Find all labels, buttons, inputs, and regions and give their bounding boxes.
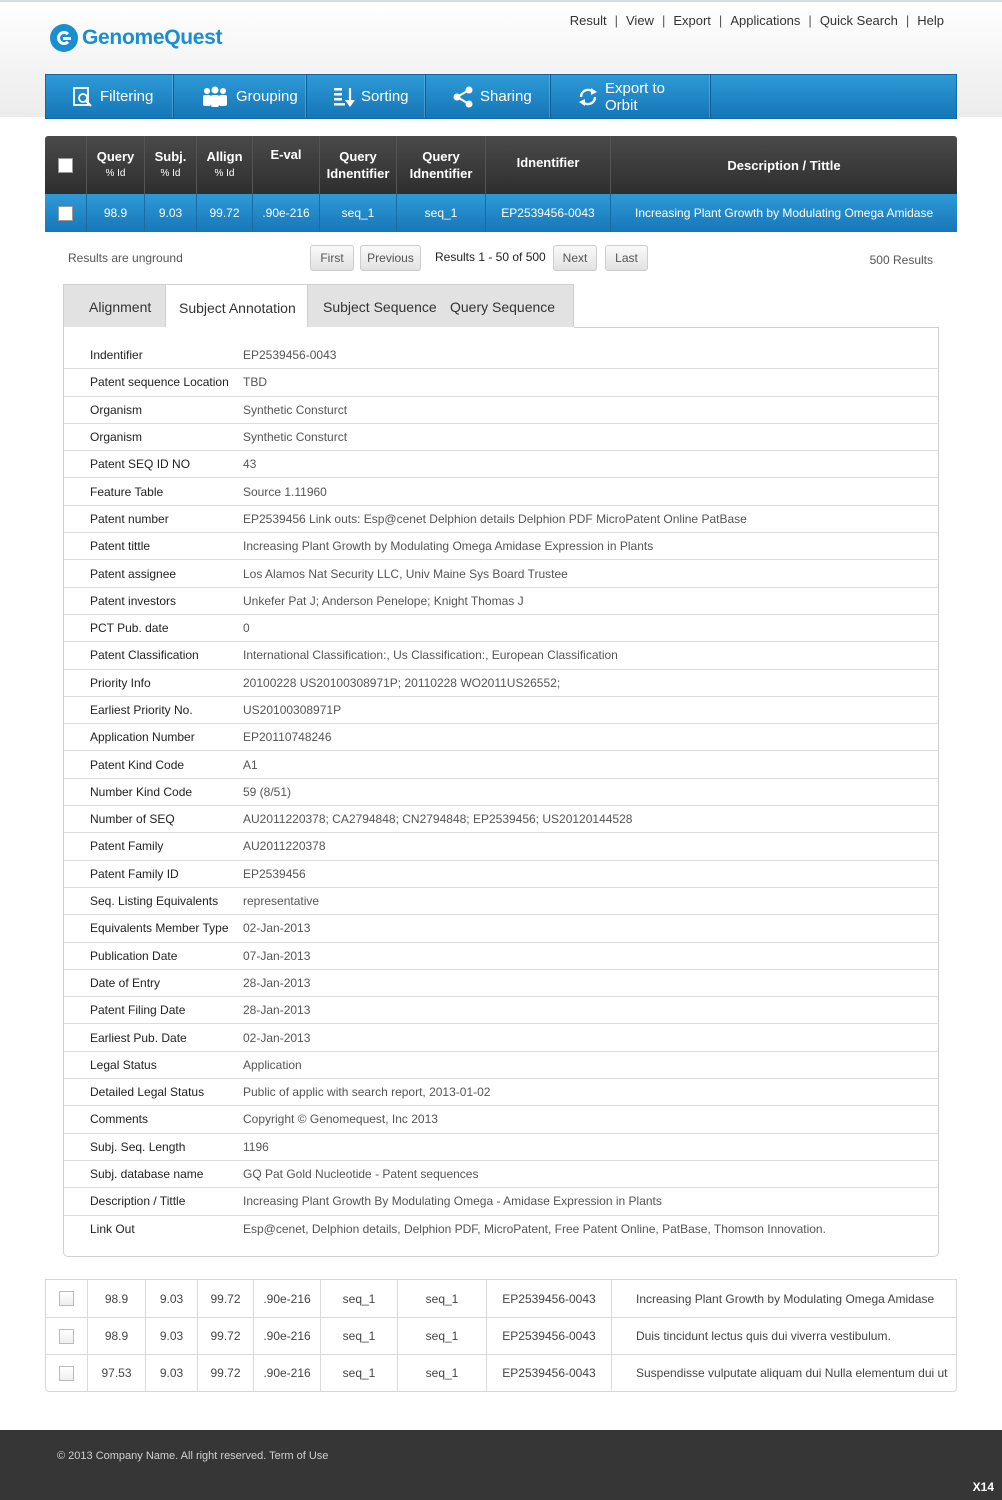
annotation-row <box>64 506 939 533</box>
annotation-key: Description / Tittle <box>90 1194 186 1209</box>
group-icon <box>200 86 230 108</box>
table-header <box>45 136 957 194</box>
annotation-key: Patent Family <box>90 839 164 854</box>
first-button[interactable]: First <box>310 245 354 271</box>
annotation-row <box>64 970 939 997</box>
annotation-value: representative <box>243 894 320 909</box>
next-button[interactable]: Next <box>553 245 597 271</box>
sort-icon <box>333 86 355 108</box>
footer-copyright: © 2013 Company Name. All right reserved. Term of Use <box>57 1450 329 1462</box>
annotation-row <box>64 888 939 915</box>
row-checkbox[interactable] <box>59 1329 74 1344</box>
cell-description: Duis tincidunt lectus quis dui viverra vestibulum. <box>636 1329 891 1343</box>
grouping-button[interactable] <box>174 75 307 118</box>
annotation-key: Detailed Legal Status <box>90 1085 205 1100</box>
annotation-value: 28-Jan-2013 <box>243 975 311 990</box>
results-total: 500 Results <box>869 253 933 267</box>
annotation-row <box>64 1024 939 1051</box>
cell-align: 99.72 <box>198 1318 254 1354</box>
pager <box>45 232 957 282</box>
annotation-row <box>64 1106 939 1133</box>
annotation-list <box>64 342 939 1243</box>
results-table <box>45 136 957 232</box>
annotation-value: AU2011220378 <box>243 839 326 854</box>
annotation-row <box>64 588 939 615</box>
annotation-value: Esp@cenet, Delphion details, Delphion PDF, MicroPatent, Free Patent Online, PatBase, Thomson Innovation. <box>243 1222 826 1237</box>
cell-q2: seq_1 <box>398 1280 487 1317</box>
header-identifier[interactable]: Idnentifier <box>486 136 611 194</box>
annotation-value: GQ Pat Gold Nucleotide - Patent sequences <box>243 1167 479 1182</box>
cell-query: 98.9 <box>88 1318 146 1354</box>
share-icon <box>452 86 474 108</box>
annotation-value: Increasing Plant Growth by Modulating Omega Amidase Expression in Plants <box>243 539 654 554</box>
annotation-value: 1196 <box>243 1139 269 1154</box>
annotation-row <box>64 861 939 888</box>
annotation-value: Source 1.11960 <box>243 484 327 499</box>
cell-q2: seq_1 <box>398 1355 487 1391</box>
annotation-row <box>64 397 939 424</box>
annotation-value: US20100308971P <box>243 703 342 717</box>
header-eval[interactable]: E-val <box>253 136 320 194</box>
annotation-key: Feature Table <box>90 484 164 499</box>
annotation-key: Organism <box>90 430 143 445</box>
cell-subj: 9.03 <box>146 1318 198 1354</box>
annotation-row <box>64 369 939 396</box>
selected-row[interactable] <box>45 194 957 232</box>
cell-select <box>46 1280 88 1317</box>
topnav-help[interactable]: Help <box>917 13 944 28</box>
annotation-key: Patent tittle <box>90 539 151 554</box>
cell-eval: .90e-216 <box>253 194 320 232</box>
annotation-row <box>64 724 939 751</box>
cell-align: 99.72 <box>198 1355 254 1391</box>
filtering-button[interactable] <box>46 75 174 118</box>
annotation-value: 0 <box>243 621 250 636</box>
annotation-row <box>64 424 939 451</box>
annotation-row <box>64 342 939 369</box>
row-checkbox[interactable] <box>58 206 73 221</box>
export-to-orbit-label: Export to Orbit <box>605 79 666 114</box>
annotation-key: Priority Info <box>90 675 151 690</box>
table-row[interactable] <box>46 1317 956 1354</box>
annotation-key: Patent Kind Code <box>90 757 185 772</box>
tab-alignment[interactable]: Alignment <box>89 299 152 315</box>
cell-query: 98.9 <box>87 194 145 232</box>
annotation-row <box>64 697 939 724</box>
annotation-value: EP20110748246 <box>243 730 332 745</box>
annotation-row <box>64 478 939 505</box>
cell-align: 99.72 <box>198 1280 254 1317</box>
annotation-row <box>64 1161 939 1188</box>
cell-q1: seq_1 <box>321 1355 398 1391</box>
annotation-key: Publication Date <box>90 948 178 963</box>
annotation-row <box>64 779 939 806</box>
genomequest-logo-icon <box>50 24 78 52</box>
annotation-row <box>64 560 939 587</box>
cell-query: 97.53 <box>88 1355 146 1391</box>
annotation-key: Patent Classification <box>90 648 199 663</box>
annotation-key: PCT Pub. date <box>90 621 169 636</box>
page-tag: X14 <box>972 1480 994 1494</box>
cell-select <box>46 1355 88 1391</box>
annotation-key: Patent investors <box>90 593 177 608</box>
cell-query-identifier-2: seq_1 <box>397 194 486 232</box>
annotation-key: Subj. database name <box>90 1167 204 1182</box>
cell-align: 99.72 <box>197 194 253 232</box>
annotation-row <box>64 615 939 642</box>
annotation-row <box>64 1216 939 1243</box>
topnav-view[interactable]: View <box>626 13 654 28</box>
annotation-row <box>64 1188 939 1215</box>
annotation-row <box>64 943 939 970</box>
tab-subject-sequence[interactable]: Subject Sequence <box>323 299 437 315</box>
cell-q1: seq_1 <box>321 1280 398 1317</box>
cell-eval: .90e-216 <box>254 1280 321 1317</box>
header-select-all <box>45 136 87 194</box>
table-row[interactable] <box>46 1280 956 1317</box>
annotation-key: Indentifier <box>90 348 143 363</box>
cell-subj: 9.03 <box>146 1280 198 1317</box>
cell-query: 98.9 <box>88 1280 146 1317</box>
export-to-orbit-button[interactable] <box>551 75 711 118</box>
annotation-key: Organism <box>90 402 143 417</box>
cell-eval: .90e-216 <box>254 1318 321 1354</box>
annotation-key: Patent SEQ ID NO <box>90 457 191 472</box>
annotation-row <box>64 1134 939 1161</box>
header-align-id[interactable]: Allign % Id <box>197 136 253 194</box>
header-query-id[interactable]: Query % Id <box>87 136 145 194</box>
annotation-key: Patent assignee <box>90 566 177 581</box>
annotation-key: Number Kind Code <box>90 784 193 799</box>
header <box>0 0 1002 117</box>
annotation-value: A1 <box>243 757 258 772</box>
export-orbit-icon <box>577 86 599 108</box>
topnav-quick-search[interactable]: Quick Search <box>819 13 898 28</box>
annotation-value: EP2539456 Link outs: Esp@cenet Delphion details Delphion PDF MicroPatent Online PatBase <box>243 511 747 526</box>
annotation-key: Number of SEQ <box>90 812 175 827</box>
annotation-value: 59 (8/51) <box>243 784 292 799</box>
toolbar <box>45 74 957 119</box>
topnav-result[interactable]: Result <box>569 13 607 28</box>
filter-icon <box>72 86 94 108</box>
last-button[interactable]: Last <box>605 245 648 271</box>
top-nav: Result | View | Export | Applications | Quick Search | Help <box>569 13 944 28</box>
grouping-label: Grouping <box>236 88 298 105</box>
annotation-row <box>64 1052 939 1079</box>
filtering-label: Filtering <box>100 88 154 105</box>
annotation-key: Date of Entry <box>90 975 161 990</box>
annotation-value: Application <box>243 1057 302 1072</box>
annotation-row <box>64 806 939 833</box>
sharing-label: Sharing <box>480 88 532 105</box>
annotation-key: Patent Filing Date <box>90 1003 186 1018</box>
logo[interactable] <box>50 24 222 52</box>
annotation-value: Synthetic Consturct <box>243 402 348 417</box>
cell-description: Suspendisse vulputate aliquam dui Nulla elementum dui ut <box>636 1366 948 1380</box>
cell-q2: seq_1 <box>398 1318 487 1354</box>
row-checkbox[interactable] <box>59 1291 74 1306</box>
annotation-key: Patent number <box>90 511 169 526</box>
annotation-value: TBD <box>243 375 267 390</box>
annotation-key: Link Out <box>90 1222 135 1237</box>
annotation-key: Earliest Pub. Date <box>90 1030 187 1045</box>
annotation-row <box>64 833 939 860</box>
annotation-key: Seq. Listing Equivalents <box>90 894 219 909</box>
topnav-export[interactable]: Export <box>673 13 711 28</box>
annotation-key: Patent sequence Location <box>90 375 229 390</box>
cell-identifier: EP2539456-0043 <box>487 1280 612 1317</box>
subject-annotation-panel <box>63 327 939 1257</box>
header-query-identifier-1[interactable]: Query Idnentifier <box>320 136 397 194</box>
annotation-row <box>64 670 939 697</box>
annotation-row <box>64 642 939 669</box>
sharing-button[interactable] <box>426 75 551 118</box>
sorting-button[interactable] <box>307 75 426 118</box>
annotation-value: 28-Jan-2013 <box>243 1003 311 1018</box>
detail-tabs <box>63 284 574 328</box>
annotation-key: Earliest Priority No. <box>90 703 193 717</box>
annotation-key: Comments <box>90 1112 149 1127</box>
annotation-row <box>64 1079 939 1106</box>
annotation-value: 20100228 US20100308971P; 20110228 WO2011US26552; <box>243 675 561 690</box>
footer <box>0 1430 1002 1500</box>
cell-description: Increasing Plant Growth by Modulating Omega Amidase <box>635 206 934 220</box>
tab-query-sequence[interactable]: Query Sequence <box>450 299 556 315</box>
annotation-value: International Classification:, Us Classification:, European Classification <box>243 648 618 663</box>
annotation-value: Copyright © Genomequest, Inc 2013 <box>243 1112 438 1127</box>
annotation-value: Public of applic with search report, 2013-01-02 <box>243 1085 491 1100</box>
row-checkbox[interactable] <box>59 1366 74 1381</box>
sorting-label: Sorting <box>361 88 409 105</box>
annotation-value: EP2539456-0043 <box>243 348 337 363</box>
cell-eval: .90e-216 <box>254 1355 321 1391</box>
header-subj-id[interactable]: Subj. % Id <box>145 136 197 194</box>
logo-text: GenomeQuest <box>82 26 223 49</box>
annotation-key: Patent Family ID <box>90 866 179 881</box>
topnav-applications[interactable]: Applications <box>730 13 801 28</box>
grouping-status: Results are unground <box>68 251 183 265</box>
cell-select <box>46 1318 88 1354</box>
annotation-key: Application Number <box>90 730 195 745</box>
annotation-row <box>64 915 939 942</box>
annotation-row <box>64 997 939 1024</box>
annotation-key: Equivalents Member Type <box>90 921 229 936</box>
previous-button[interactable]: Previous <box>360 245 421 271</box>
cell-query-identifier-1: seq_1 <box>320 194 397 232</box>
annotation-row <box>64 451 939 478</box>
select-all-checkbox[interactable] <box>58 158 73 173</box>
cell-q1: seq_1 <box>321 1318 398 1354</box>
annotation-value: AU2011220378; CA2794848; CN2794848; EP2539456; US20120144528 <box>243 812 633 827</box>
annotation-row <box>64 533 939 560</box>
cell-identifier: EP2539456-0043 <box>487 1318 612 1354</box>
header-query-identifier-2[interactable]: Query Idnentifier <box>397 136 486 194</box>
annotation-row <box>64 751 939 778</box>
annotation-value: EP2539456 <box>243 866 306 881</box>
annotation-value: Unkefer Pat J; Anderson Penelope; Knight Thomas J <box>243 593 524 608</box>
header-description[interactable]: Description / Tittle <box>727 157 841 173</box>
table-row[interactable] <box>46 1354 956 1391</box>
annotation-value: Increasing Plant Growth By Modulating Omega - Amidase Expression in Plants <box>243 1194 662 1209</box>
results-range: Results 1 - 50 of 500 <box>435 250 546 264</box>
annotation-value: 02-Jan-2013 <box>243 1030 311 1045</box>
cell-description: Increasing Plant Growth by Modulating Omega Amidase <box>636 1291 935 1306</box>
annotation-key: Subj. Seq. Length <box>90 1139 186 1154</box>
annotation-value: Synthetic Consturct <box>243 430 348 445</box>
annotation-value: 07-Jan-2013 <box>243 948 311 963</box>
cell-identifier: EP2539456-0043 <box>486 194 611 232</box>
cell-identifier: EP2539456-0043 <box>487 1355 612 1391</box>
annotation-value: 02-Jan-2013 <box>243 921 311 936</box>
results-list <box>45 1279 957 1392</box>
cell-subj: 9.03 <box>146 1355 198 1391</box>
annotation-key: Legal Status <box>90 1057 157 1072</box>
cell-subj: 9.03 <box>145 194 197 232</box>
annotation-value: 43 <box>243 457 257 472</box>
annotation-value: Los Alamos Nat Security LLC, Univ Maine Sys Board Trustee <box>243 566 568 581</box>
tab-subject-annotation[interactable]: Subject Annotation <box>165 285 308 330</box>
